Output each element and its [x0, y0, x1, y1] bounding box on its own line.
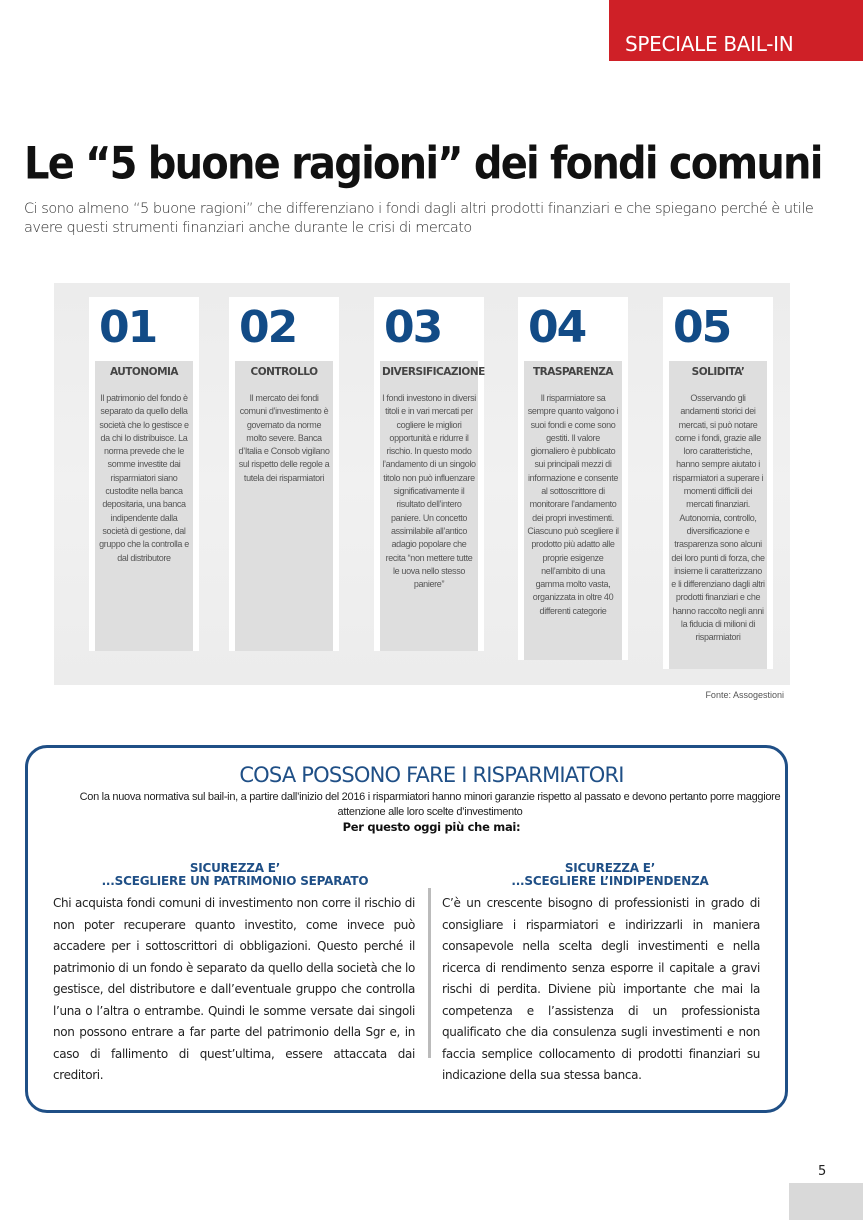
reason-heading: AUTONOMIA — [109, 366, 179, 378]
reason-card-5 — [663, 297, 773, 669]
reason-body — [669, 361, 767, 669]
reason-text: Il risparmiatore sa sempre quanto valgono i suoi fondi e come sono gestiti. Il valore giornaliero è pubblicato sui principali mezzi di informazione e consente al sottoscrittore di monitorare l’andamento dei propri investimenti. Ciascuno può scegliere il prodotto più adatto alle proprie esigenze nell’ambito di una gamma molto vasta, organizzata in oltre 40 differenti categorie — [527, 393, 619, 616]
column-heading-right — [425, 862, 795, 888]
reason-text: Il patrimonio del fondo è separato da quello della società che lo gestisce e da chi lo distribuisce. La norma prevede che le somme investite dai risparmiatori siano custodite nella banca depositaria, una banca indipendente dalla società di gestione, dal gruppo che la controlla e dal distributore — [99, 393, 189, 563]
page-number: 5 — [818, 1164, 827, 1179]
reason-text: Il mercato dei fondi comuni d’investimento è governato da norme molto severe. Banca d’Italia e Consob vigilano sul rispetto delle regole a tutela dei risparmiatori — [238, 393, 330, 483]
reason-number: 02 — [239, 302, 297, 353]
savers-box-title: COSA POSSONO FARE I RISPARMIATORI — [239, 763, 624, 787]
reason-body — [235, 361, 333, 651]
reason-heading: TRASPARENZA — [532, 366, 614, 378]
reason-heading: SOLIDITA’ — [691, 366, 745, 378]
column-heading-line1: SICUREZZA E’ — [564, 861, 656, 875]
column-divider — [428, 888, 431, 1058]
reason-text: Osservando gli andamenti storici dei mercati, si può notare come i fondi, grazie alle loro caratteristiche, hanno sempre aiutato i risparmiatori a superare i momenti difficili dei mercati finanziari. Autonomia, controllo, diversificazione e trasparenza sono alcuni dei loro punti di forza, che insieme li caratterizzano e li differenziano dagli altri prodotti finanziari e che hanno raccolto negli anni la fiducia di milioni di risparmiatori — [671, 393, 765, 643]
column-text-right: C’è un crescente bisogno di professionisti in grado di consigliare i risparmiatori e indirizzarli in maniera consapevole nella scelta degli investimenti e nella ricerca di rendimento senza esporre il capitale a gravi rischi di perdita. Diviene più importante che mai la competenza e l’assistenza di un professionista qualificato che dia consulenza sugli investimenti e non faccia semplice collocamento di prodotti finanziari su indicazione della sua stessa banca. — [442, 896, 760, 1082]
reason-heading: CONTROLLO — [250, 366, 318, 378]
source-caption: Fonte: Assogestioni — [705, 690, 784, 700]
savers-box-emphasis: Per questo oggi più che mai: — [342, 820, 521, 834]
reason-body — [524, 361, 622, 660]
column-heading-line2: ...SCEGLIERE UN PATRIMONIO SEPARATO — [101, 874, 369, 888]
page-title: Le “5 buone ragioni” dei fondi comuni — [24, 138, 822, 190]
reason-number: 01 — [99, 302, 157, 353]
savers-box-intro: Con la nuova normativa sul bail-in, a partire dall’inizio del 2016 i risparmiatori hanno minori garanzie rispetto al passato e devono pertanto porre maggiore attenzione alle loro scelte d’investimento — [79, 791, 781, 818]
reason-heading: DIVERSIFICAZIONE — [382, 366, 485, 378]
reason-body — [380, 361, 485, 651]
reason-card-2 — [229, 297, 339, 651]
page-subtitle: Ci sono almeno “5 buone ragioni” che differenziano i fondi dagli altri prodotti finanziari e che spiegano perché è utile avere questi strumenti finanziari anche durante le crisi di mercato — [24, 201, 814, 236]
reason-number: 04 — [528, 302, 586, 353]
reason-number: 03 — [384, 302, 442, 353]
column-heading-line1: SICUREZZA E’ — [189, 861, 281, 875]
page-tab-decoration — [789, 1183, 863, 1220]
reason-card-4 — [518, 297, 628, 660]
reason-text: I fondi investono in diversi titoli e in vari mercati per cogliere le migliori opportunità e ridurre il rischio. In questo modo l’andamento di un singolo titolo non può influenzare significativamente il risultato dell’intero paniere. Un concetto assimilabile all’antico adagio popolare che recita “non mettere tutte le uova nello stesso paniere” — [382, 393, 476, 590]
column-text-left: Chi acquista fondi comuni di investimento non corre il rischio di non poter recuperare quanto investito, come invece può accadere per i sottoscrittori di obbligazioni. Questo perché il patrimonio di un fondo è separato da quello della società che lo gestisce, del distributore e dall’eventuale gruppo che controlla l’una o l’altra o entrambe. Quindi le somme versate dai singoli non possono entrare a far parte del patrimonio della Sgr e, in caso di fallimento di quest’ultima, essere attaccata dai creditori. — [53, 896, 415, 1082]
reason-body — [95, 361, 193, 651]
reason-card-3 — [374, 297, 484, 651]
column-heading-left — [50, 862, 420, 888]
section-banner: SPECIALE BAIL-IN — [609, 0, 863, 61]
reason-number: 05 — [673, 302, 731, 353]
column-heading-line2: ...SCEGLIERE L’INDIPENDENZA — [511, 874, 709, 888]
reason-card-1 — [89, 297, 199, 651]
